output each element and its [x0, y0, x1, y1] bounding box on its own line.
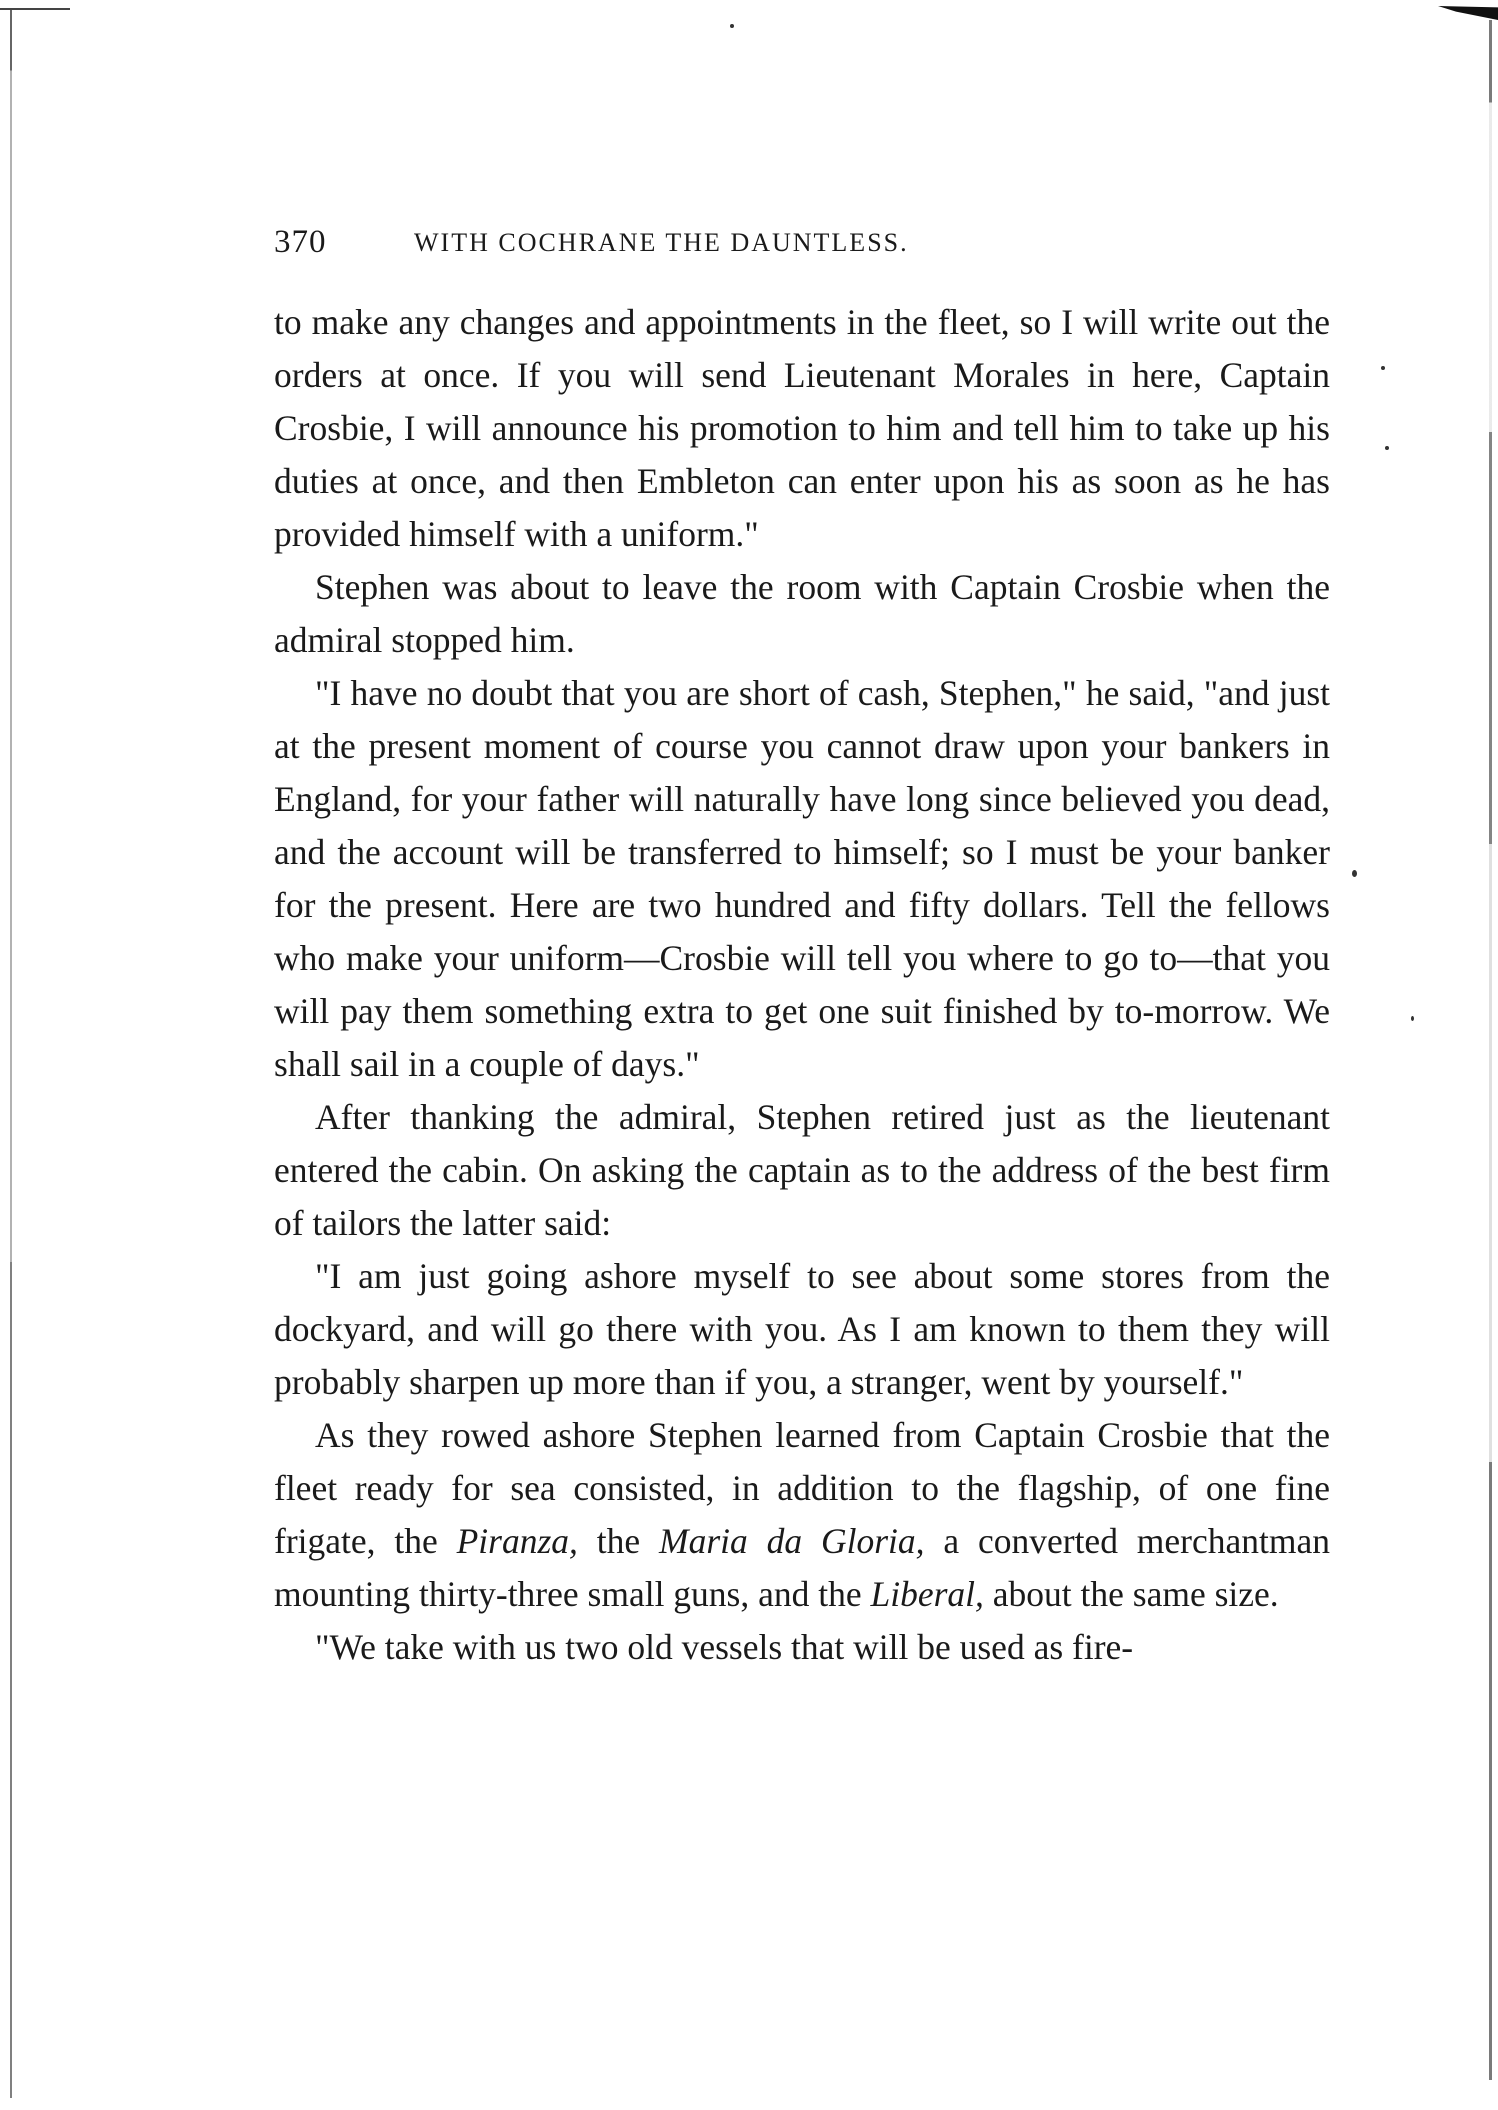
paragraph: [274, 1409, 1330, 1621]
text-run: about the same size.: [983, 1574, 1279, 1614]
running-title: WITH COCHRANE THE DAUNTLESS.: [414, 228, 909, 257]
scan-speck: [1411, 1016, 1414, 1021]
text-run: a converted merchantman mounting thirty-three small guns, and the: [274, 1521, 1330, 1614]
scan-top-edge: [0, 8, 70, 10]
scan-corner-mark: [1438, 6, 1498, 20]
paragraph: "I have no doubt that you are short of cash, Stephen," he said, "and just at the present moment of course you cannot draw upon your bankers in England, for your father will naturally have long since believed you dead, and the account will be transferred to himself; so I must be your banker for the present. Here are two hundred and fifty dollars. Tell the fellows who make your uniform—Crosbie will tell you where to go to—that you will pay them something extra to get one suit finished by to-morrow. We shall sail in a couple of days.": [274, 673, 1330, 1084]
page-number: 370: [274, 224, 327, 260]
scan-speck: [1352, 870, 1357, 877]
ship-name: Piranza,: [456, 1521, 578, 1561]
text-run: the: [577, 1521, 659, 1561]
scan-speck: [1381, 366, 1385, 370]
paragraph: to make any changes and appointments in the fleet, so I will write out the orders at once. If you will send Lieutenant Morales in here, Captain Crosbie, I will announce his promotion to him and tell him to take up his duties at once, and then Embleton can enter upon his as soon as he has provided himself with a uniform.": [274, 302, 1330, 554]
scan-speck: [730, 24, 734, 28]
body-text: [274, 296, 1330, 1674]
ship-name: Liberal,: [870, 1574, 984, 1614]
paragraph: "We take with us two old vessels that will be used as fire-: [315, 1627, 1134, 1667]
ship-name: Maria da Gloria,: [659, 1521, 925, 1561]
text-run: As they rowed ashore Stephen learned from Captain Crosbie that the fleet ready for sea consisted, in addition to the flagship, of one fine frigate, the: [274, 1415, 1330, 1561]
scan-left-edge: [10, 8, 12, 2098]
scan-right-edge: [1489, 20, 1492, 2080]
page-header: [274, 224, 1330, 264]
paragraph: Stephen was about to leave the room with Captain Crosbie when the admiral stopped him.: [274, 567, 1330, 660]
scan-speck: [1385, 446, 1389, 450]
paragraph: After thanking the admiral, Stephen retired just as the lieutenant entered the cabin. On asking the captain as to the address of the best firm of tailors the latter said:: [274, 1097, 1330, 1243]
paragraph: "I am just going ashore myself to see about some stores from the dockyard, and will go there with you. As I am known to them they will probably sharpen up more than if you, a stranger, went by yourself.": [274, 1256, 1330, 1402]
